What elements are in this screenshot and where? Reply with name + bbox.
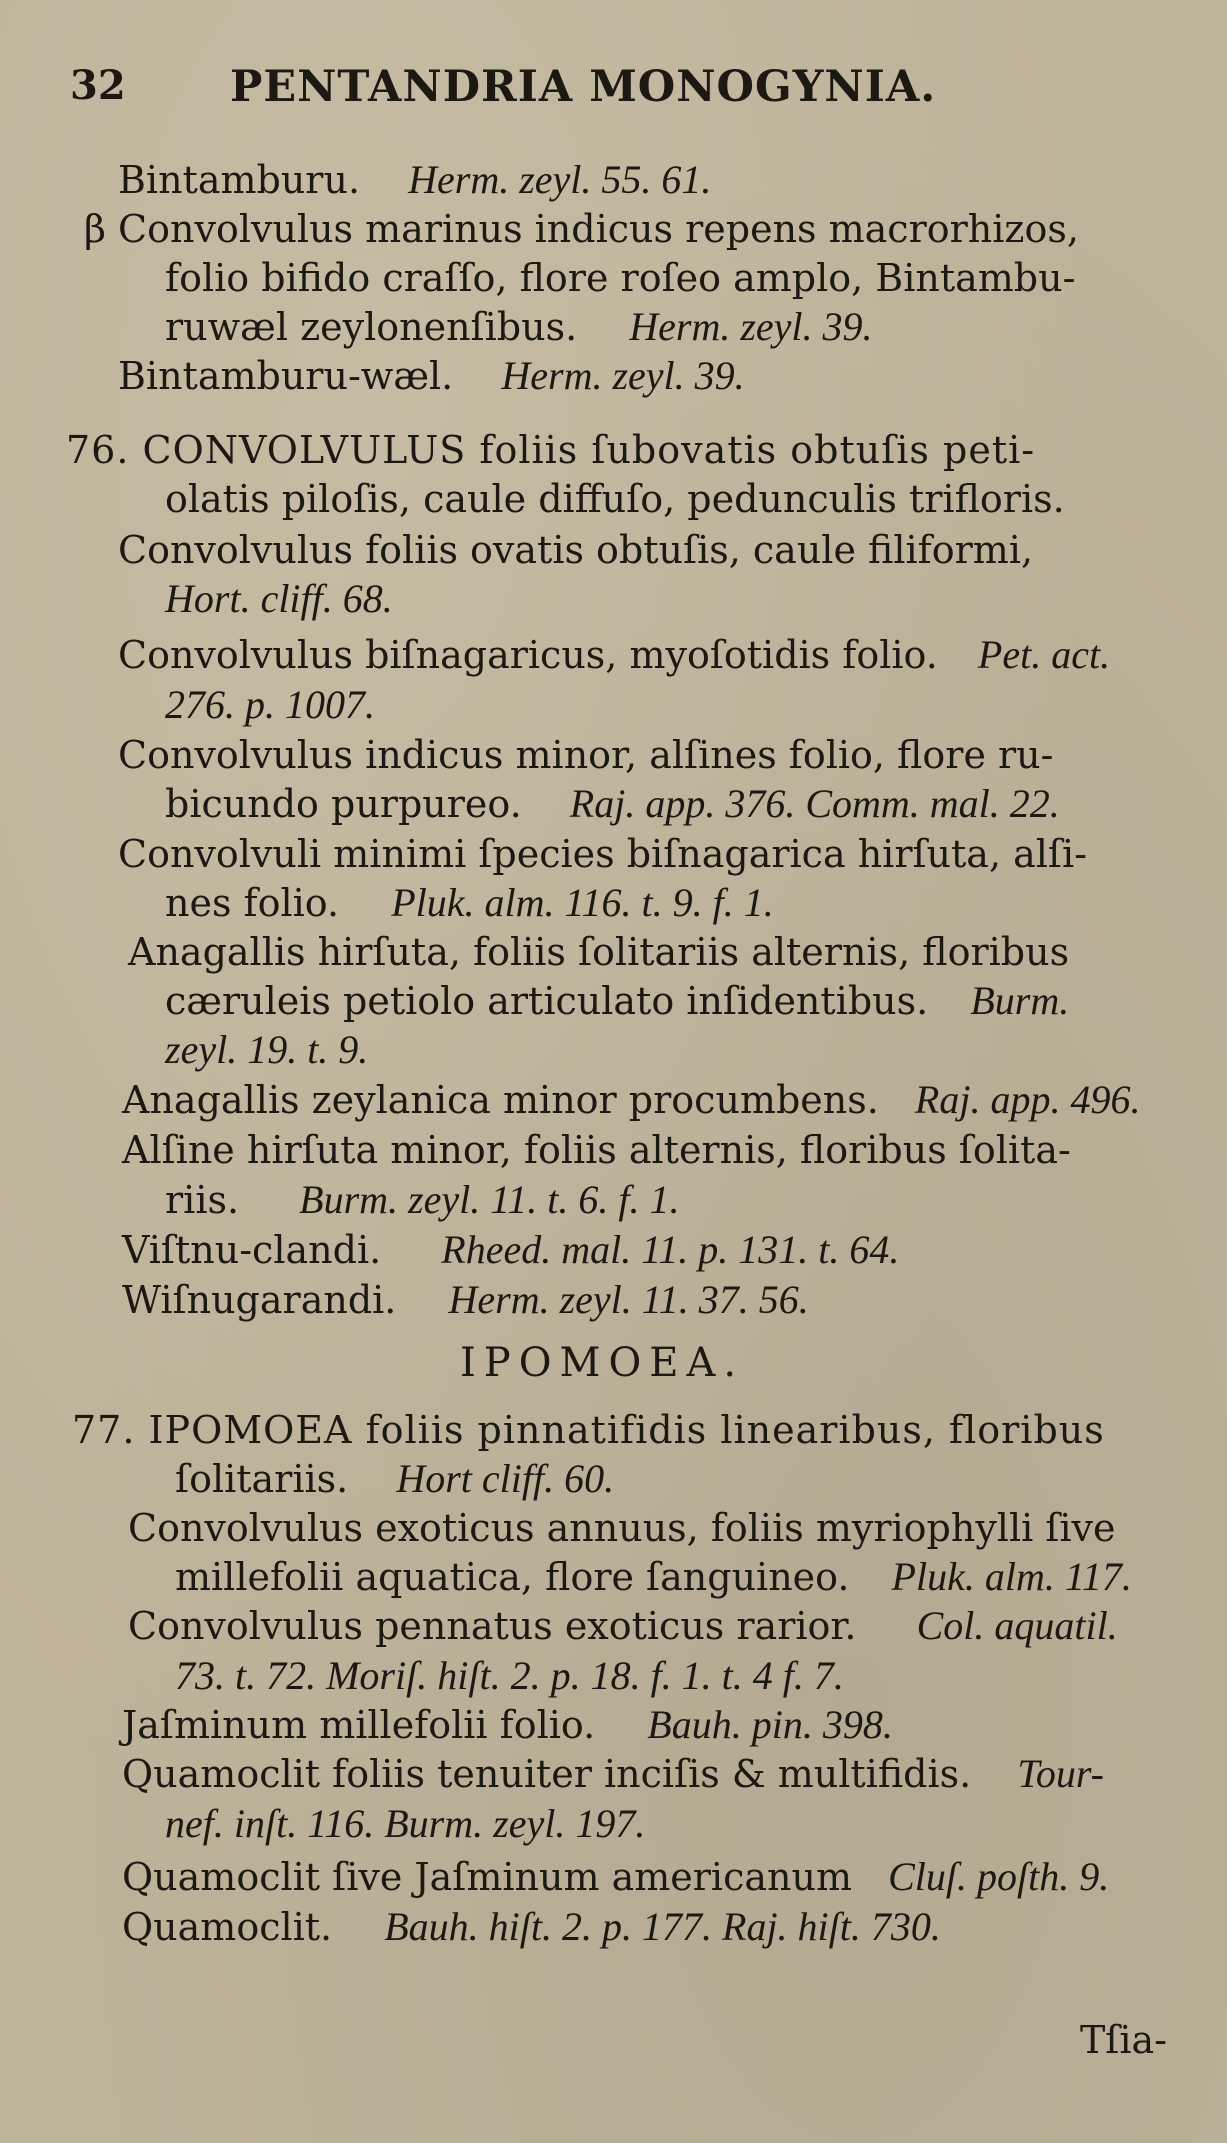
line-citation: Hort. cliff. 68. bbox=[165, 576, 393, 621]
text-line bbox=[118, 832, 1087, 876]
line-text: olatis piloſis, caule diffuſo, pedunculis trifloris. bbox=[165, 477, 1065, 521]
line-text: Convolvulus foliis ovatis obtuſis, caule filiformi, bbox=[118, 528, 1034, 572]
text-line bbox=[118, 158, 711, 202]
line-citation: 276. p. 1007. bbox=[165, 682, 375, 727]
line-citation: Burm. zeyl. 11. t. 6. f. 1. bbox=[299, 1177, 680, 1222]
line-text: millefolii aquatica, flore ſanguineo. bbox=[175, 1555, 850, 1599]
line-citation: Pluk. alm. 117. bbox=[891, 1554, 1132, 1599]
line-text: nes folio. bbox=[165, 881, 340, 925]
entry-77-heading: 77. IPOMOEA foliis pinnatifidis linearibus, floribus bbox=[72, 1408, 1105, 1452]
text-line bbox=[122, 1752, 1104, 1796]
line-text: Convolvulus indicus minor, alſines folio, flore ru- bbox=[118, 733, 1054, 777]
line-citation: Raj. app. 496. bbox=[914, 1077, 1141, 1122]
text-line bbox=[122, 1703, 893, 1747]
text-line bbox=[128, 1506, 1116, 1550]
line-citation: Pluk. alm. 116. t. 9. f. 1. bbox=[391, 880, 774, 925]
line-text: β Convolvulus marinus indicus repens macrorhizos, bbox=[84, 207, 1079, 251]
text-line bbox=[122, 1078, 1140, 1122]
text-line bbox=[84, 207, 1079, 251]
line-citation: Cluſ. poſth. 9. bbox=[888, 1854, 1110, 1899]
text-line bbox=[165, 881, 774, 925]
line-citation: Herm. zeyl. 39. bbox=[501, 353, 745, 398]
line-text: Quamoclit. bbox=[122, 1905, 333, 1949]
text-line bbox=[165, 979, 1069, 1023]
line-citation: Burm. bbox=[970, 978, 1070, 1023]
page-number: 32 bbox=[70, 62, 126, 109]
line-citation: Herm. zeyl. 55. 61. bbox=[408, 157, 712, 202]
line-citation: Bauh. hiſt. 2. p. 177. Raj. hiſt. 730. bbox=[384, 1904, 941, 1949]
line-citation: nef. inſt. 116. Burm. zeyl. 197. bbox=[165, 1801, 646, 1846]
text-line bbox=[165, 577, 393, 621]
text-line bbox=[175, 1654, 844, 1698]
line-citation: Bauh. pin. 398. bbox=[647, 1702, 893, 1747]
line-text: Convolvulus exoticus annuus, foliis myriophylli ſive bbox=[128, 1506, 1116, 1550]
line-citation: zeyl. 19. t. 9. bbox=[165, 1027, 369, 1072]
line-citation: Rheed. mal. 11. p. 131. t. 64. bbox=[441, 1227, 900, 1272]
text-line bbox=[165, 477, 1065, 521]
text-line bbox=[118, 354, 745, 398]
line-text: folio bifido craſſo, flore roſeo amplo, Bintambu- bbox=[165, 256, 1076, 300]
text-line bbox=[128, 1604, 1118, 1648]
line-citation: Herm. zeyl. 39. bbox=[629, 304, 873, 349]
running-head: PENTANDRIA MONOGYNIA. bbox=[230, 62, 937, 112]
line-text: Anagallis hirſuta, foliis ſolitariis alternis, floribus bbox=[128, 930, 1070, 974]
text-line bbox=[118, 528, 1033, 572]
text-line bbox=[165, 683, 375, 727]
text-line bbox=[122, 1278, 809, 1322]
line-text: Convolvuli minimi ſpecies biſnagarica hirſuta, alſi- bbox=[118, 832, 1087, 876]
text-line bbox=[175, 1555, 1132, 1599]
text-line bbox=[72, 1408, 1105, 1452]
text-line bbox=[118, 733, 1054, 777]
text-line bbox=[66, 428, 1035, 472]
catchword: Tſia- bbox=[1079, 2018, 1167, 2062]
line-text: Quamoclit ſive Jaſminum americanum bbox=[122, 1855, 852, 1899]
text-line bbox=[122, 1128, 1071, 1172]
line-citation: Herm. zeyl. 11. 37. 56. bbox=[448, 1277, 809, 1322]
line-text: Wiſnugarandi. bbox=[122, 1278, 397, 1322]
text-line bbox=[165, 256, 1075, 300]
text-line bbox=[165, 1028, 368, 1072]
text-line bbox=[165, 1178, 680, 1222]
text-line bbox=[165, 1802, 645, 1846]
text-line bbox=[165, 305, 873, 349]
text-line bbox=[128, 930, 1069, 974]
text-line bbox=[118, 633, 1110, 677]
line-citation: Tour- bbox=[1017, 1751, 1104, 1796]
line-text: Quamoclit foliis tenuiter inciſis & multifidis. bbox=[122, 1752, 972, 1796]
line-text: Anagallis zeylanica minor procumbens. bbox=[122, 1078, 879, 1122]
line-text: Convolvulus pennatus exoticus rarior. bbox=[128, 1604, 857, 1648]
line-citation: Hort cliff. 60. bbox=[396, 1456, 615, 1501]
line-text: Bintamburu-wæl. bbox=[118, 354, 454, 398]
text-line bbox=[175, 1457, 614, 1501]
line-text: Bintamburu. bbox=[118, 158, 361, 202]
line-citation: Raj. app. 376. Comm. mal. 22. bbox=[569, 781, 1060, 826]
line-text: Jaſminum millefolii folio. bbox=[122, 1703, 596, 1747]
line-citation: Pet. act. bbox=[977, 632, 1111, 677]
entry-76-heading: 76. CONVOLVULUS foliis ſubovatis obtuſis peti- bbox=[66, 428, 1036, 472]
section-heading: IPOMOEA. bbox=[460, 1340, 745, 1386]
text-line bbox=[122, 1855, 1109, 1899]
line-text: Convolvulus biſnagaricus, myoſotidis folio. bbox=[118, 633, 938, 677]
line-citation: Col. aquatil. bbox=[916, 1603, 1118, 1648]
page-header bbox=[70, 62, 1170, 122]
line-text: riis. bbox=[165, 1178, 240, 1222]
line-text: ſolitariis. bbox=[175, 1457, 349, 1501]
line-text: cæruleis petiolo articulato inſidentibus. bbox=[165, 979, 929, 1023]
line-citation: 73. t. 72. Moriſ. hiſt. 2. p. 18. f. 1. t. 4 f. 7. bbox=[175, 1653, 844, 1698]
line-text: Viſtnu-clandi. bbox=[122, 1228, 382, 1272]
line-text: Alſine hirſuta minor, foliis alternis, floribus ſolita- bbox=[122, 1128, 1071, 1172]
text-line bbox=[122, 1905, 941, 1949]
text-line bbox=[122, 1228, 899, 1272]
line-text: bicundo purpureo. bbox=[165, 782, 522, 826]
text-line bbox=[165, 782, 1060, 826]
line-text: ruwæl zeylonenſibus. bbox=[165, 305, 578, 349]
